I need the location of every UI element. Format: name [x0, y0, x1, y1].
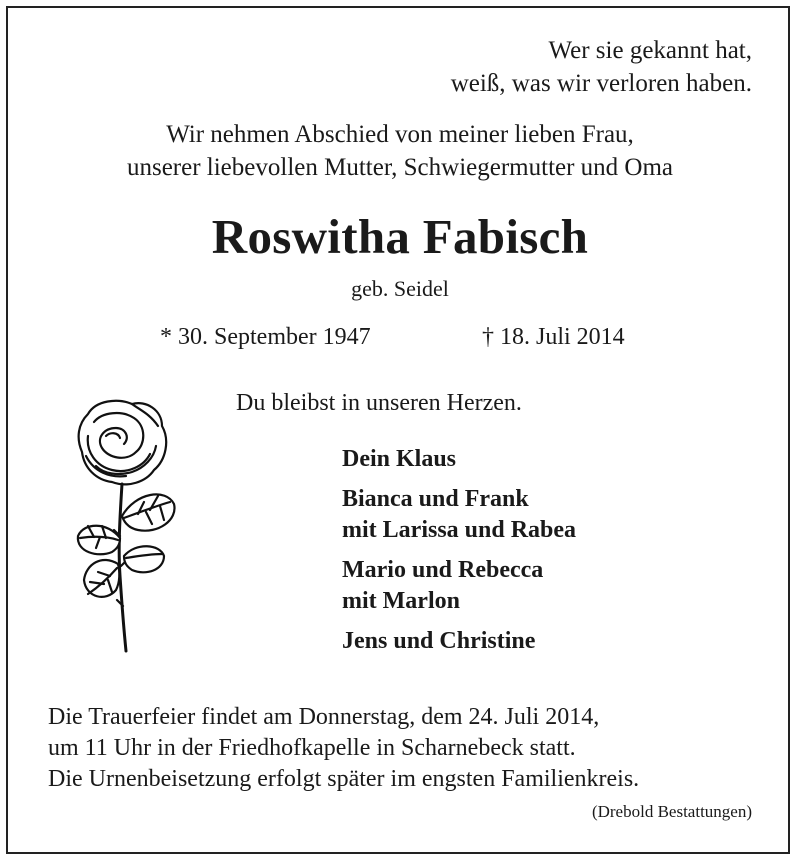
urn-burial-info: Die Urnenbeisetzung erfolgt später im engsten Familienkreis. — [48, 766, 640, 792]
intro-line-1: Wir nehmen Abschied von meiner lieben Frau, — [166, 121, 634, 148]
memorial-quote — [451, 34, 752, 100]
mourner-line: mit Larissa und Rabea — [342, 517, 577, 543]
farewell-intro — [0, 118, 800, 184]
maiden-name: geb. Seidel — [351, 276, 449, 301]
birth-date: * 30. September 1947 — [160, 324, 371, 350]
service-line-2: um 11 Uhr in der Friedhofkapelle in Scharnebeck statt. — [48, 735, 576, 761]
service-line-1: Die Trauerfeier findet am Donnerstag, dem 24. Juli 2014, — [48, 704, 600, 730]
intro-line-2: unserer liebevollen Mutter, Schwiegermutter und Oma — [126, 154, 674, 181]
mourner-line: Dein Klaus — [342, 446, 457, 472]
mourner-group — [342, 555, 576, 617]
funeral-service-info — [48, 702, 599, 764]
motto: Du bleibst in unseren Herzen. — [236, 390, 522, 416]
mourners-list — [342, 444, 576, 666]
rose-icon — [66, 396, 196, 658]
mourner-line: mit Marlon — [342, 588, 460, 614]
mourner-group — [342, 626, 576, 657]
mourner-line: Jens und Christine — [342, 628, 536, 654]
mourner-group — [342, 444, 576, 475]
quote-line-2: weiß, was wir verloren haben. — [450, 70, 752, 97]
death-date: † 18. Juli 2014 — [482, 324, 625, 350]
mourner-line: Bianca und Frank — [342, 486, 529, 512]
deceased-name: Roswitha Fabisch — [211, 209, 589, 264]
quote-line-1: Wer sie gekannt hat, — [548, 37, 752, 64]
funeral-home: (Drebold Bestattungen) — [591, 802, 752, 821]
mourner-group — [342, 484, 576, 546]
mourner-line: Mario und Rebecca — [342, 557, 544, 583]
